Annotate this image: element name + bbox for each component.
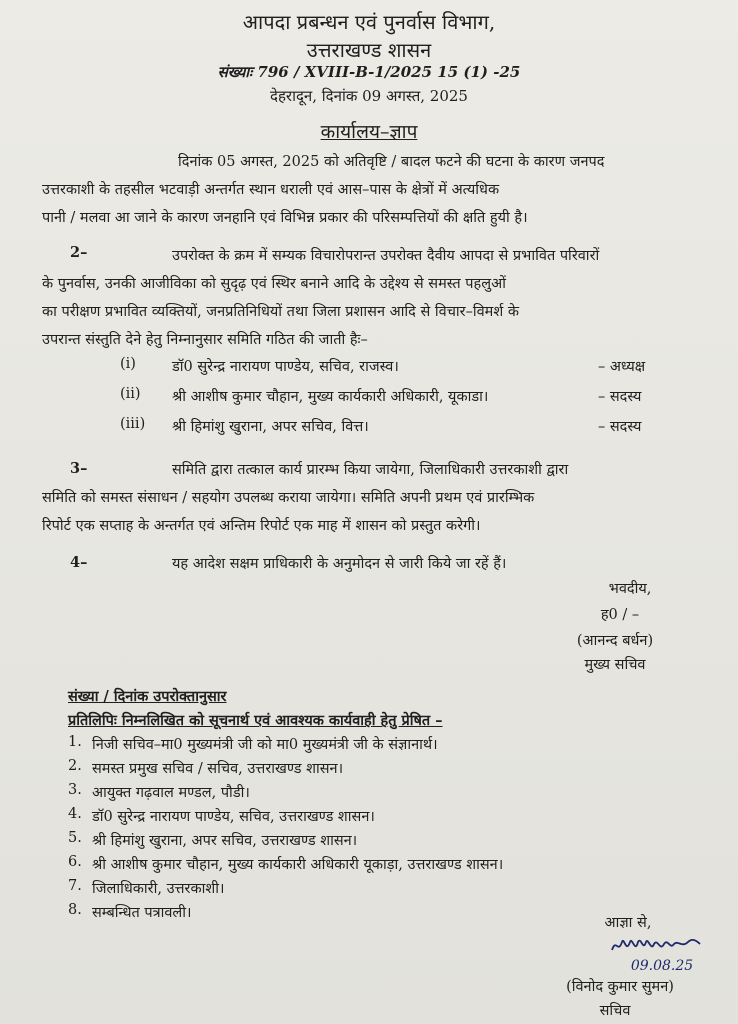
department-name: आपदा प्रबन्धन एवं पुनर्वास विभाग, (242, 10, 496, 34)
committee-index: (iii) (120, 416, 146, 432)
para3-line3: रिपोर्ट एक सप्ताह के अन्तर्गत एवं अन्तिम रिपोर्ट एक माह में शासन को प्रस्तुत करेगी। (42, 518, 481, 534)
committee-member-name: श्री आशीष कुमार चौहान, मुख्य कार्यकारी अधिकारी, यूकाडा। (172, 389, 489, 405)
copy-item-number: 5. (68, 830, 82, 846)
copy-heading: प्रतिलिपिः निम्नलिखित को सूचनार्थ एवं आवश्यक कार्यवाही हेतु प्रेषित – (68, 712, 443, 729)
para2-line2: के पुनर्वास, उनकी आजीविका को सुदृढ़ एवं स्थिर बनाने आदि के उद्देश्य से समस्त पहलुओं (42, 276, 506, 292)
para4-number: 4– (70, 554, 88, 571)
para4-text: यह आदेश सक्षम प्राधिकारी के अनुमोदन से जारी किये जा रहें हैं। (172, 556, 507, 572)
copy-item-number: 1. (68, 734, 82, 750)
reference-number: संख्याः 796 / XVIII-B-1/2025 15 (1) -25 (217, 63, 521, 81)
para1-line3: पानी / मलवा आ जाने के कारण जनहानि एवं विभिन्न प्रकार की परिसम्पत्तियों की क्षति हुयी है। (42, 210, 528, 226)
closing: भवदीय, (608, 581, 652, 597)
copy-item-text: श्री आशीष कुमार चौहान, मुख्य कार्यकारी अधिकारी यूकाड़ा, उत्तराखण्ड शासन। (92, 857, 504, 873)
para3-line2: समिति को समस्त संसाधन / सहयोग उपलब्ध कराया जायेगा। समिति अपनी प्रथम एवं प्रारम्भिक (42, 490, 535, 506)
memo-title: कार्यालय–ज्ञाप (320, 121, 418, 143)
by-order: आज्ञा से, (604, 915, 652, 931)
handwritten-signature (608, 932, 708, 958)
committee-member-name: श्री हिमांशु खुराना, अपर सचिव, वित्त। (172, 419, 369, 435)
para2-line4: उपरान्त संस्तुति देने हेतु निम्नानुसार समिति गठित की जाती हैः– (42, 332, 368, 348)
committee-member-role: – सदस्य (598, 419, 642, 435)
para3-line1: समिति द्वारा तत्काल कार्य प्रारम्भ किया जायेगा, जिलाधिकारी उत्तरकाशी द्वारा (172, 462, 569, 478)
copy-item-number: 3. (68, 782, 82, 798)
copy-item-text: सम्बन्धित पत्रावली। (92, 905, 192, 921)
para3-number: 3– (70, 460, 88, 477)
signatory-designation: मुख्य सचिव (584, 657, 646, 673)
copy-item-number: 2. (68, 758, 82, 774)
signatory-designation: सचिव (599, 1003, 631, 1019)
signature-date: 09.08.25 (630, 958, 694, 974)
para1-line1: दिनांक 05 अगस्त, 2025 को अतिवृष्टि / बादल फटने की घटना के कारण जनपद (178, 154, 605, 170)
copy-item-text: निजी सचिव–मा0 मुख्यमंत्री जी को मा0 मुख्यमंत्री जी के संज्ञानार्थ। (92, 737, 438, 753)
para2-line1: उपरोक्त के क्रम में सम्यक विचारोपरान्त उपरोक्त दैवीय आपदा से प्रभावित परिवारों (172, 248, 600, 264)
copy-item-text: डॉ0 सुरेन्द्र नारायण पाण्डेय, सचिव, उत्तराखण्ड शासन। (92, 809, 375, 825)
copy-item-text: जिलाधिकारी, उत्तरकाशी। (92, 881, 225, 897)
copy-item-number: 8. (68, 902, 82, 918)
copy-item-number: 6. (68, 854, 82, 870)
government-name: उत्तराखण्ड शासन (306, 38, 432, 62)
signatory-name: (विनोद कुमार सुमन) (566, 979, 674, 995)
copy-item-text: श्री हिमांशु खुराना, अपर सचिव, उत्तराखण्ड शासन। (92, 833, 358, 849)
committee-member-role: – सदस्य (598, 389, 642, 405)
copy-reference: संख्या / दिनांक उपरोक्तानुसार (68, 688, 227, 705)
committee-index: (ii) (120, 386, 141, 402)
para2-number: 2– (70, 244, 88, 261)
signatory-name: (आनन्द बर्धन) (576, 633, 654, 649)
signed-mark: ह0 / – (600, 607, 640, 623)
place-date: देहरादून, दिनांक 09 अगस्त, 2025 (270, 87, 468, 105)
para2-line3: का परीक्षण प्रभावित व्यक्तियों, जनप्रतिनिधियों तथा जिला प्रशासन आदि से विचार–विमर्श के (42, 304, 519, 320)
copy-item-text: समस्त प्रमुख सचिव / सचिव, उत्तराखण्ड शासन। (92, 761, 344, 777)
committee-member-name: डॉ0 सुरेन्द्र नारायण पाण्डेय, सचिव, राजस्व। (172, 359, 399, 375)
committee-member-role: – अध्यक्ष (598, 359, 646, 375)
para1-line2: उत्तरकाशी के तहसील भटवाड़ी अन्तर्गत स्थान धराली एवं आस–पास के क्षेत्रों में अत्यधिक (42, 182, 500, 198)
copy-item-number: 7. (68, 878, 82, 894)
copy-item-text: आयुक्त गढ़वाल मण्डल, पौडी। (92, 785, 250, 801)
committee-index: (i) (120, 356, 136, 372)
copy-item-number: 4. (68, 806, 82, 822)
